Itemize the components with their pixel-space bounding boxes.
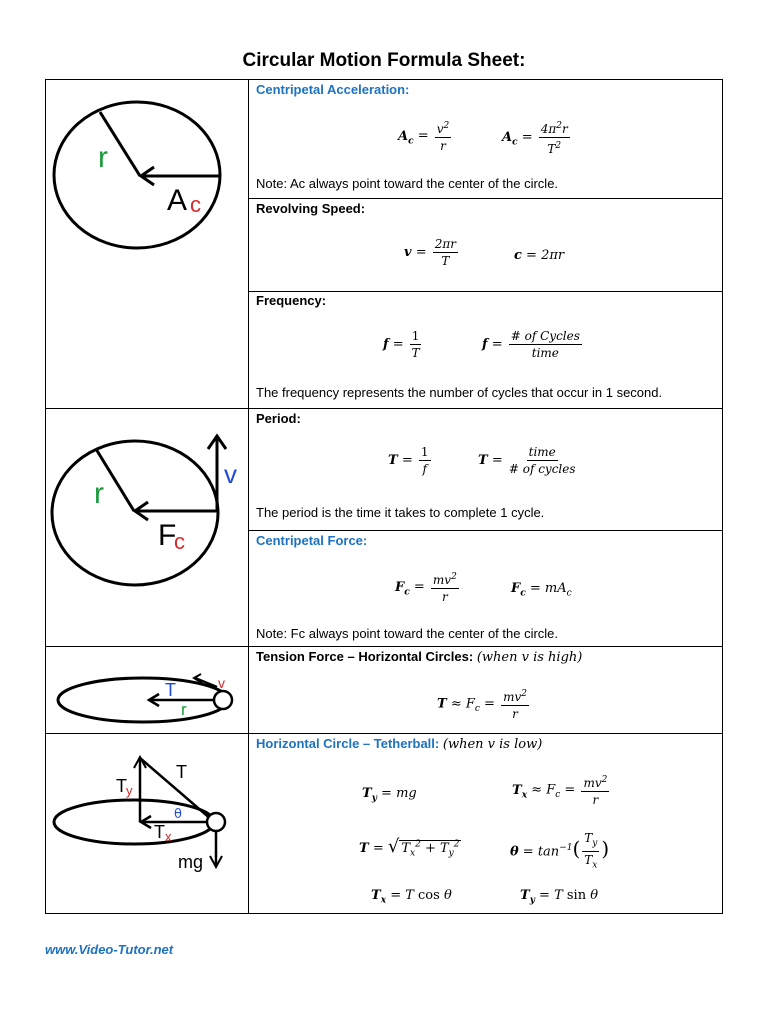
heading-tension-horizontal: Tension Force – Horizontal Circles: (when v is high): [256, 649, 583, 665]
formula-theta: $\theta = \tan^{-1}$( $\frac{T_y}{T_x}$ ): [510, 831, 610, 871]
formula-fc-mv2r: $F_c$ = $\frac{mv^2}{r}$: [395, 569, 461, 605]
note-period: The period is the time it takes to complete 1 cycle.: [256, 505, 545, 520]
heading-revolving-speed: Revolving Speed:: [256, 201, 366, 216]
mg-label: mg: [178, 852, 204, 872]
heading-centripetal-acceleration: Centripetal Acceleration:: [256, 82, 410, 97]
tx-label: T: [154, 822, 165, 842]
formula-tx-fc: $T_x \approx F_c$ = $\frac{mv^2}{r}$: [512, 772, 611, 808]
formula-T-cycles: T = $\frac{\text{time}}{\text{\# of cycles}}$: [478, 445, 576, 476]
theta-label: θ: [174, 807, 182, 822]
tension-horizontal-diagram: [55, 668, 245, 730]
tetherball-diagram: [50, 748, 245, 878]
acceleration-diagram: [50, 90, 240, 260]
tx-subscript: x: [165, 829, 172, 844]
formula-f-1T: f = $\frac{1}{T}$: [383, 329, 420, 360]
formula-T-1f: T = $\frac{1}{f}$: [388, 445, 429, 476]
force-subscript: c: [174, 529, 185, 554]
formula-t-sqrt: T = √ $T_x^2 + T_y^2$: [359, 836, 460, 859]
radius-label: r: [181, 700, 187, 719]
accel-subscript: c: [190, 192, 201, 217]
condition-high: (when v is high): [476, 650, 583, 665]
formula-ty-mg: $T_y$ = mg: [362, 786, 417, 804]
tension-label: T: [165, 680, 176, 700]
note-force: Note: Fc always point toward the center of the circle.: [256, 626, 559, 641]
condition-low: (when v is low): [442, 737, 543, 752]
ty-label: T: [116, 776, 127, 796]
heading-period: Period:: [256, 411, 301, 426]
formula-ac-v2r: $A_c$ = $\frac{v^2}{r}$: [398, 118, 453, 154]
heading-tetherball: Horizontal Circle – Tetherball: (when v is low): [256, 736, 543, 752]
formula-ty-sin: $T_y = T$ sin θ: [520, 888, 599, 906]
formula-ac-4pi2r: $A_c$ = $\frac{4\pi^2r}{T^2}$: [502, 118, 572, 157]
circle: [52, 441, 218, 585]
formula-fc-mac: $F_c = mA_c$: [511, 581, 572, 599]
formula-tx-cos: $T_x = T$ cos θ: [371, 888, 452, 906]
note-acceleration: Note: Ac always point toward the center of the circle.: [256, 176, 559, 191]
formula-c: c = 2πr: [514, 248, 565, 263]
radius-label: r: [98, 141, 108, 174]
radius-label: r: [94, 477, 104, 510]
page-title: Circular Motion Formula Sheet:: [242, 50, 526, 71]
formula-f-cycles: f = $\frac{\text{\# of Cycles}}{\text{time}}$: [482, 329, 580, 360]
formula-v: v = $\frac{2\pi r}{T}$: [404, 237, 456, 268]
velocity-label: v: [224, 459, 237, 489]
note-frequency: The frequency represents the number of cycles that occur in 1 second.: [256, 385, 663, 400]
accel-label: A: [167, 184, 188, 217]
velocity-label: v: [218, 675, 225, 691]
website-footer-link[interactable]: www.Video-Tutor.net: [45, 942, 174, 957]
formula-tension-approx: $T \approx F_c$ = $\frac{mv^2}{r}$: [437, 686, 531, 722]
ball: [214, 691, 232, 709]
ball: [207, 813, 225, 831]
ty-subscript: y: [126, 783, 133, 798]
force-label: F: [158, 519, 177, 552]
heading-centripetal-force: Centripetal Force:: [256, 533, 368, 548]
heading-frequency: Frequency:: [256, 293, 327, 308]
force-diagram: [50, 425, 245, 595]
t-label: T: [176, 762, 187, 782]
